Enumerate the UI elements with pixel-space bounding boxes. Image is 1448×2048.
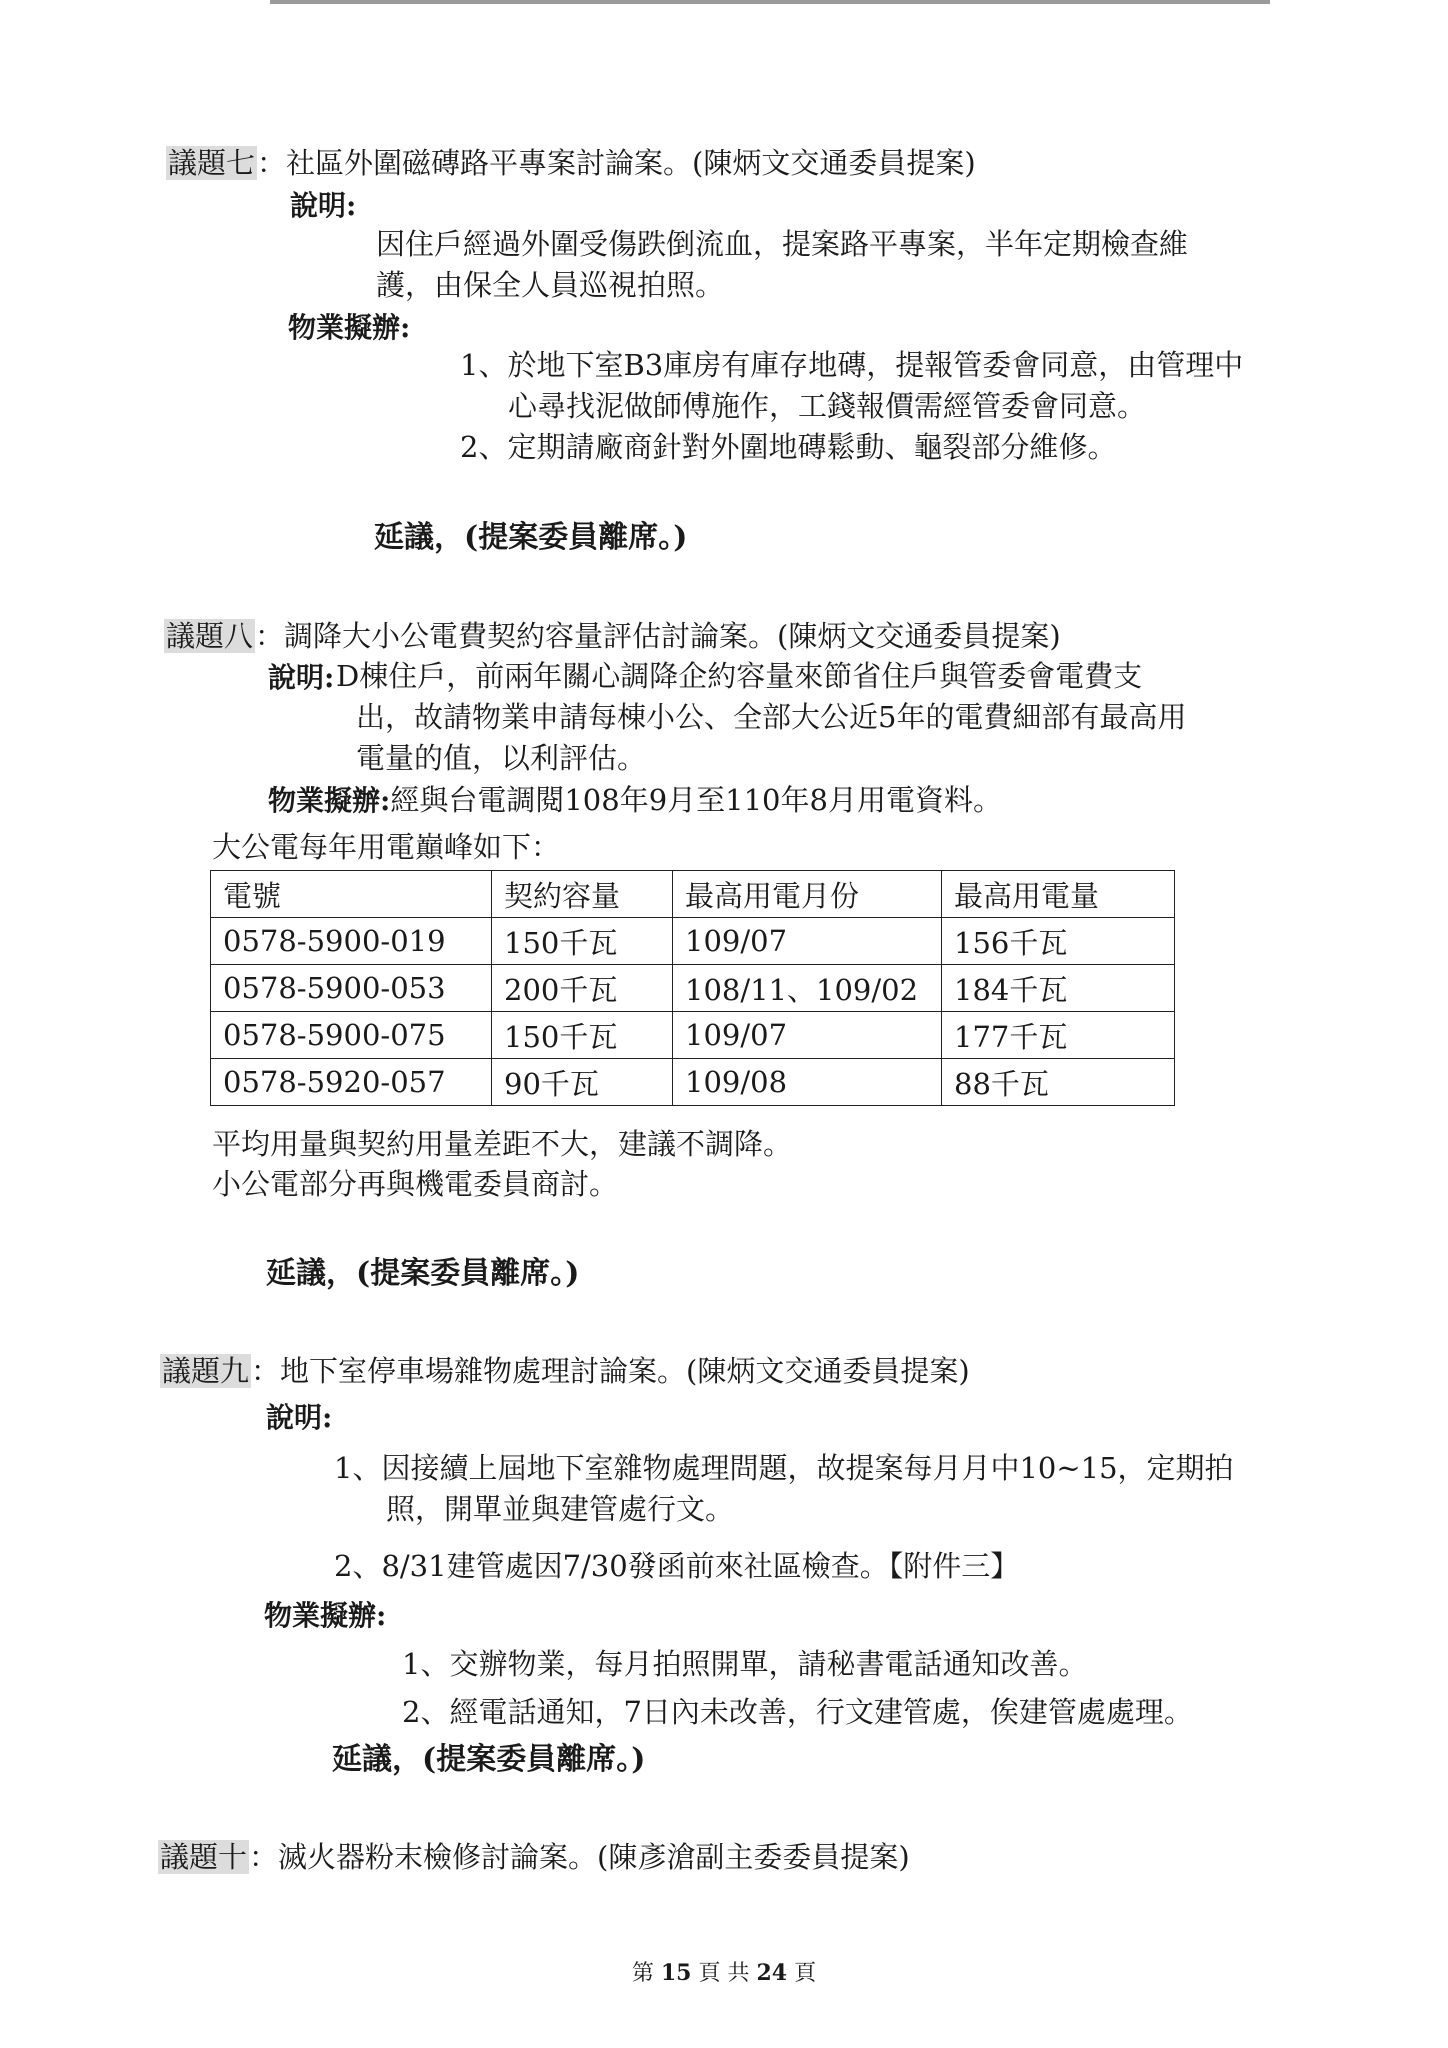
topic-7-desc-label: 說明:: [290, 189, 357, 222]
table-cell: 109/08: [673, 1059, 942, 1106]
table-cell: 0578-5920-057: [211, 1059, 492, 1106]
topic-9-item-2: [402, 1692, 1193, 1733]
table-cell: 109/07: [673, 1012, 942, 1059]
table-row: [211, 918, 1175, 965]
topic-8-title: ：調降大小公電費契約容量評估討論案。(陳炳文交通委員提案): [255, 619, 1061, 653]
table-cell: 90千瓦: [492, 1059, 673, 1106]
topic-7-mgmt-label: 物業擬辦:: [288, 311, 411, 344]
table-row: [211, 965, 1175, 1012]
topic-9-title: ：地下室停車場雜物處理討論案。(陳炳文交通委員提案): [251, 1354, 970, 1388]
desc-line: 因住戶經過外圍受傷跌倒流血，提案路平專案，半年定期檢查維: [376, 227, 1189, 261]
topic-8-desc: [336, 656, 1186, 779]
table-cell: 0578-5900-053: [211, 965, 492, 1012]
desc-line: D棟住戶，前兩年關心調降企約容量來節省住戶與管委會電費支: [336, 659, 1143, 693]
table-cell: 200千瓦: [492, 965, 673, 1012]
topic-8-heading: [164, 617, 1061, 655]
topic-9-desc-item-2: [334, 1546, 1019, 1587]
topic-9-mgmt-label: 物業擬辦:: [264, 1599, 387, 1632]
power-table: [210, 870, 1175, 1106]
topic-8-result: 延議，(提案委員離席。): [266, 1256, 580, 1291]
table-cell: 109/07: [673, 918, 942, 965]
topic-10-title: ：滅火器粉末檢修討論案。(陳彥滄副主委委員提案): [249, 1840, 910, 1874]
item-line: 照，開單並與建管處行文。: [386, 1492, 735, 1526]
topic-8-mgmt-label: 物業擬辦:: [268, 784, 391, 817]
topic-7-item-2: [460, 427, 1116, 468]
col-header: 最高用電量: [942, 871, 1175, 918]
footer-suffix: 頁: [794, 1961, 817, 1986]
topic-7-title: ：社區外圍磁磚路平專案討論案。(陳炳文交通委員提案): [257, 146, 976, 180]
topic-8-mgmt: [268, 780, 1002, 821]
topic-8-notes: [212, 1124, 792, 1204]
topic-9-number: 議題九: [162, 1354, 250, 1388]
topic-9-heading: [160, 1352, 970, 1390]
table-header-row: [211, 871, 1175, 918]
table-cell: 0578-5900-075: [211, 1012, 492, 1059]
topic-8-number: 議題八: [166, 619, 254, 653]
table-cell: 150千瓦: [492, 1012, 673, 1059]
item-line: 2、定期請廠商針對外圍地磚鬆動、龜裂部分維修。: [460, 430, 1117, 464]
note-line: 小公電部分再與機電委員商討。: [212, 1167, 619, 1201]
topic-9-desc-item-1: [334, 1448, 1234, 1530]
note-line: 平均用量與契約用量差距不大，建議不調降。: [212, 1127, 793, 1161]
col-header: 契約容量: [492, 871, 673, 918]
item-line: 2、8/31建管處因7/30發函前來社區檢查。【附件三】: [334, 1549, 1020, 1583]
topic-8-mgmt-text: 經與台電調閱108年9月至110年8月用電資料。: [390, 783, 1002, 817]
page-footer: [0, 1956, 1448, 1987]
footer-mid: 頁 共: [698, 1961, 750, 1986]
item-line: 1、於地下室B3庫房有庫存地磚，提報管委會同意，由管理中: [460, 348, 1244, 382]
topic-7-number: 議題七: [168, 146, 256, 180]
item-line: 1、交辦物業，每月拍照開單，請秘書電話通知改善。: [402, 1647, 1088, 1681]
topic-9-item-1: [402, 1644, 1087, 1685]
table-cell: 177千瓦: [942, 1012, 1175, 1059]
topic-7-item-1: [460, 345, 1243, 427]
desc-line: 出，故請物業申請每棟小公、全部大公近5年的電費細部有最高用: [356, 700, 1187, 734]
scan-edge: [270, 0, 1270, 4]
item-line: 心尋找泥做師傅施作，工錢報價需經管委會同意。: [508, 389, 1147, 423]
desc-line: 護，由保全人員巡視拍照。: [376, 268, 725, 302]
item-line: 1、因接續上屆地下室雜物處理問題，故提案每月月中10~15，定期拍: [334, 1451, 1234, 1485]
topic-7-heading: [166, 144, 976, 182]
table-cell: 88千瓦: [942, 1059, 1175, 1106]
table-row: [211, 1012, 1175, 1059]
table-cell: 156千瓦: [942, 918, 1175, 965]
table-row: [211, 1059, 1175, 1106]
table-cell: 150千瓦: [492, 918, 673, 965]
desc-line: 電量的值，以利評估。: [356, 741, 647, 775]
topic-7-result: 延議，(提案委員離席。): [374, 520, 688, 555]
table-cell: 108/11、109/02: [673, 965, 942, 1012]
page-number: 15: [660, 1960, 692, 1986]
col-header: 電號: [211, 871, 492, 918]
page-total: 24: [756, 1960, 788, 1986]
topic-9-desc-label: 說明:: [266, 1401, 333, 1434]
footer-prefix: 第: [631, 1961, 654, 1986]
topic-7-desc: [376, 224, 1188, 306]
item-line: 2、經電話通知，7日內未改善，行文建管處，俟建管處處理。: [402, 1695, 1193, 1729]
table-cell: 0578-5900-019: [211, 918, 492, 965]
table-cell: 184千瓦: [942, 965, 1175, 1012]
topic-10-heading: [158, 1838, 910, 1876]
col-header: 最高用電月份: [673, 871, 942, 918]
table-caption: 大公電每年用電巔峰如下：: [212, 830, 561, 864]
topic-9-result: 延議，(提案委員離席。): [332, 1742, 646, 1777]
topic-10-number: 議題十: [160, 1840, 248, 1874]
topic-8-desc-label: 說明:: [268, 661, 335, 694]
